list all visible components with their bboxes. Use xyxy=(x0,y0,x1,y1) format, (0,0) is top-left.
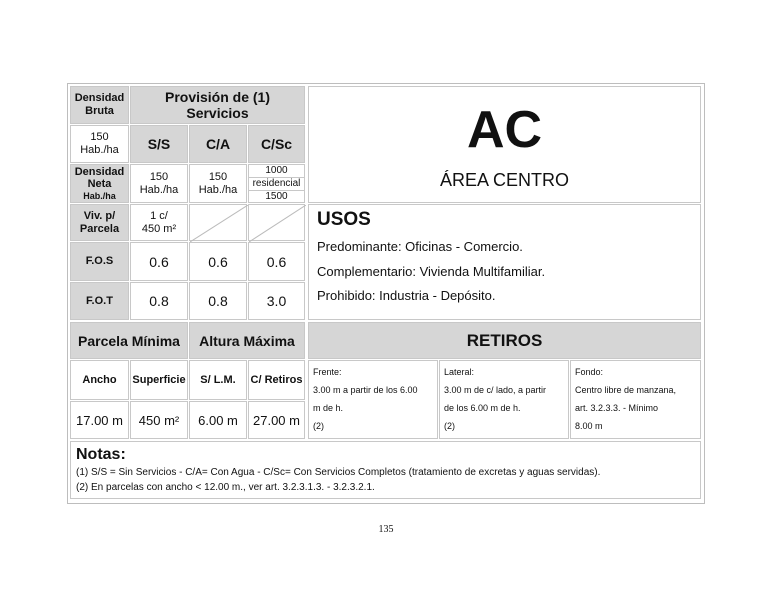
notas-title: Notas: xyxy=(76,446,126,463)
col-header-ca-text: C/A xyxy=(205,136,231,152)
viv-parcela-label xyxy=(70,204,129,241)
cretiros-value-text: 27.00 m xyxy=(253,412,300,428)
ancho-value xyxy=(70,401,129,439)
densidad-neta-label xyxy=(70,164,129,203)
fos-ss-text: 0.6 xyxy=(149,253,169,270)
frente-line2: m de h. xyxy=(313,403,344,413)
slm-text: S/ L.M. xyxy=(200,374,236,386)
fot-csc xyxy=(248,282,305,320)
usos-complementario: Complementario: Vivienda Multifamiliar. xyxy=(317,264,546,279)
fot-label-text: F.O.T xyxy=(86,294,113,307)
superficie-value xyxy=(130,401,188,439)
densidad-bruta-value-line2: Hab./ha xyxy=(80,144,119,156)
provision-title-line2: Servicios xyxy=(186,105,249,121)
fot-csc-text: 3.0 xyxy=(266,293,287,309)
densidad-bruta-line1: Densidad xyxy=(74,92,125,104)
usos-prohibido: Prohibido: Industria - Depósito. xyxy=(317,288,496,303)
ancho-header xyxy=(70,360,129,400)
viv-label-line1: Viv. p/ xyxy=(83,209,116,222)
page-number: 135 xyxy=(378,524,394,535)
fos-label-text: F.O.S xyxy=(85,255,114,267)
densidad-bruta-line2: Bruta xyxy=(85,105,114,117)
frente-line1: 3.00 m a partir de los 6.00 xyxy=(313,385,418,395)
densidad-neta-ca-line1: 150 xyxy=(208,170,228,183)
ancho-text: Ancho xyxy=(82,374,117,386)
fot-ss xyxy=(130,282,188,320)
col-header-ss xyxy=(130,125,188,163)
col-header-csc-text: C/Sc xyxy=(260,136,293,152)
altura-maxima-header xyxy=(189,322,305,359)
viv-parcela-empty-csc xyxy=(248,204,305,241)
fot-ca-text: 0.8 xyxy=(208,293,228,309)
usos-predominante: Predominante: Oficinas - Comercio. xyxy=(317,239,523,254)
viv-parcela-value xyxy=(130,204,188,241)
densidad-neta-csc-line3: 1500 xyxy=(265,190,288,202)
fot-ss-text: 0.8 xyxy=(149,293,169,309)
cretiros-value xyxy=(248,401,305,439)
diagonal-line-csc xyxy=(249,205,306,242)
provision-title-line1: Provisión de (1) xyxy=(164,89,271,105)
retiros-header xyxy=(308,322,701,359)
nota-1: (1) S/S = Sin Servicios - C/A= Con Agua - C/Sc= Con Servicios Completos (tratamiento de excretas y aguas servidas). xyxy=(76,467,601,478)
fos-csc xyxy=(248,242,305,281)
usos-block xyxy=(308,204,701,320)
densidad-neta-ss xyxy=(130,164,188,203)
lateral-line1: 3.00 m de c/ lado, a partir xyxy=(444,385,547,395)
notas-block xyxy=(70,441,701,499)
fos-ca-text: 0.6 xyxy=(208,253,228,270)
fondo-label: Fondo: xyxy=(575,367,604,377)
densidad-neta-ca xyxy=(189,164,247,203)
slm-value-text: 6.00 m xyxy=(198,412,238,428)
parcela-minima-header xyxy=(70,322,188,359)
retiro-frente xyxy=(308,360,438,439)
densidad-neta-ss-line2: Hab./ha xyxy=(139,183,179,196)
densidad-bruta-value-line1: 150 xyxy=(90,131,109,143)
lateral-line2: de los 6.00 m de h. xyxy=(444,403,521,413)
col-header-ca xyxy=(189,125,247,163)
densidad-neta-csc xyxy=(248,164,305,203)
provision-header xyxy=(130,86,305,124)
retiros-text: RETIROS xyxy=(466,330,543,350)
fos-label xyxy=(70,242,129,281)
densidad-neta-ss-line1: 150 xyxy=(149,170,169,183)
zone-title-block xyxy=(308,86,701,203)
col-header-ss-text: S/S xyxy=(147,136,171,152)
densidad-bruta-label xyxy=(70,86,129,124)
ancho-value-text: 17.00 m xyxy=(76,412,123,428)
retiro-lateral xyxy=(439,360,569,439)
viv-label-line2: Parcela xyxy=(79,222,120,235)
col-header-csc xyxy=(248,125,305,163)
zone-name: ÁREA CENTRO xyxy=(439,170,570,190)
superficie-value-text: 450 m² xyxy=(138,412,180,428)
densidad-bruta-value xyxy=(70,125,129,163)
densidad-neta-line2: Neta xyxy=(87,177,112,190)
usos-title: USOS xyxy=(317,209,371,230)
lateral-label: Lateral: xyxy=(444,367,475,377)
fos-csc-text: 0.6 xyxy=(266,253,287,270)
densidad-neta-csc-line2: residencial xyxy=(249,177,304,191)
densidad-neta-line1: Densidad xyxy=(74,165,125,178)
slm-header xyxy=(189,360,247,400)
viv-value-line2: 450 m² xyxy=(141,222,177,235)
zone-code: AC xyxy=(466,101,543,159)
zoning-sheet xyxy=(67,83,705,504)
fondo-line3: 8.00 m xyxy=(575,421,603,431)
nota-2: (2) En parcelas con ancho < 12.00 m., ver art. 3.2.3.1.3. - 3.2.3.2.1. xyxy=(76,482,375,493)
fos-ca xyxy=(189,242,247,281)
viv-parcela-empty-ca xyxy=(189,204,247,241)
cretiros-text: C/ Retiros xyxy=(250,374,303,386)
fot-ca xyxy=(189,282,247,320)
diagonal-line-ca xyxy=(190,205,248,242)
fot-label xyxy=(70,282,129,320)
altura-maxima-text: Altura Máxima xyxy=(199,332,295,349)
lateral-line3: (2) xyxy=(444,421,455,431)
superficie-text: Superficie xyxy=(132,374,186,386)
viv-value-line1: 1 c/ xyxy=(150,209,168,222)
parcela-minima-text: Parcela Mínima xyxy=(78,332,180,349)
fondo-line1: Centro libre de manzana, xyxy=(575,385,677,395)
superficie-header xyxy=(130,360,188,400)
slm-value xyxy=(189,401,247,439)
densidad-neta-line3: Hab./ha xyxy=(83,190,116,201)
cretiros-header xyxy=(248,360,305,400)
fos-ss xyxy=(130,242,188,281)
frente-label: Frente: xyxy=(313,367,342,377)
frente-line3: (2) xyxy=(313,421,324,431)
fondo-line2: art. 3.2.3.3. - Mínimo xyxy=(575,403,659,413)
retiro-fondo xyxy=(570,360,701,439)
densidad-neta-ca-line2: Hab./ha xyxy=(198,183,238,196)
densidad-neta-csc-line1: 1000 xyxy=(265,164,288,176)
